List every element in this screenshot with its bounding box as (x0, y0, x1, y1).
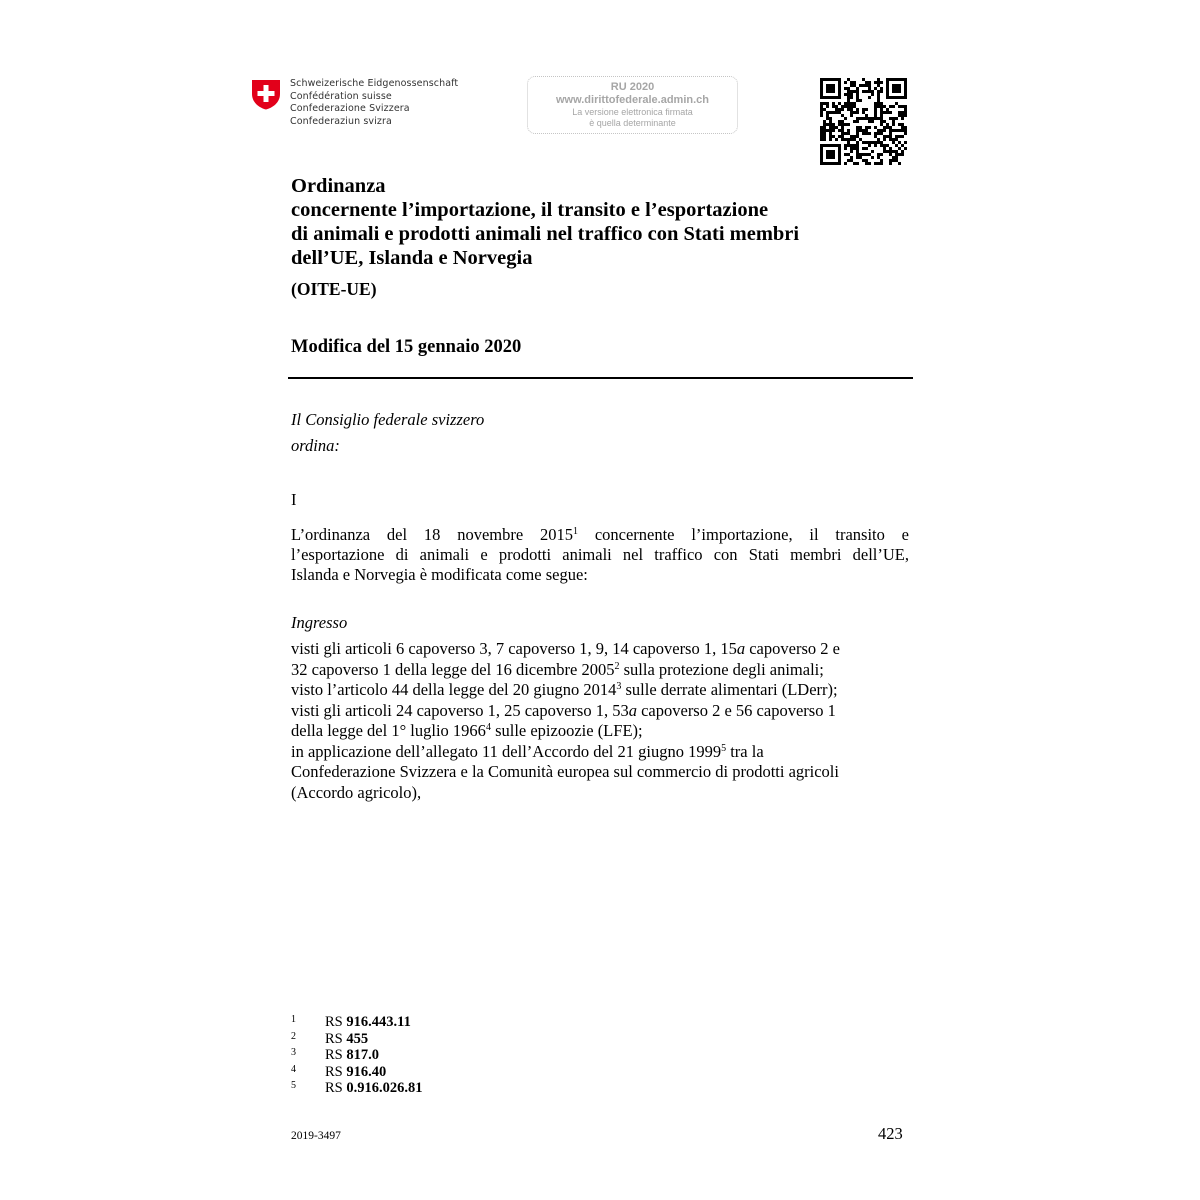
preamble-decrees: ordina: (291, 436, 340, 455)
stamp-ru: RU 2020 (610, 81, 655, 93)
intro-paragraph (291, 525, 909, 585)
ingresso-text (291, 639, 840, 803)
stamp-note-1: La versione elettronica firmata (572, 107, 693, 117)
footnote-ref-3[interactable]: 3 (616, 681, 622, 692)
title-line-4: dell’UE, Islanda e Norvegia (291, 247, 533, 269)
footnote-number: 2 (291, 1030, 296, 1042)
swiss-coat-of-arms-icon (251, 79, 281, 110)
footnote-number: 4 (291, 1063, 296, 1075)
ingresso-line-8: (Accordo agricolo), (291, 782, 422, 802)
ingresso-line-7: Confederazione Svizzera e la Comunità europea sul commercio di prodotti agricoli (291, 762, 839, 781)
ingresso-line-6: in applicazione dell’allegato 11 dell’Accordo del 21 giugno 1999$^5$ tra la (291, 741, 764, 761)
ingresso-line-3: visto l’articolo 44 della legge del 20 giugno 2014$^3$ sulle derrate alimentari (LDerr); (291, 680, 838, 699)
modification-date: Modifica del 15 gennaio 2020 (291, 337, 522, 357)
ingresso-line-5: della legge del 1° luglio 1966$^4$ sulle epizoozie (LFE); (291, 721, 643, 740)
footnote: 4 RS 916.40 (291, 1063, 387, 1080)
footnote: 5 RS 0.916.026.81 (291, 1080, 423, 1096)
intro-line-1: L’ordinanza del 18 novembre 2015$^1$ concernente l’importazione, il transito e (291, 525, 909, 544)
stamp-website[interactable]: www.dirittofederale.admin.ch (555, 94, 709, 106)
stamp-note-2: è quella determinante (589, 118, 676, 128)
page-number: 423 (878, 1124, 903, 1143)
preamble (291, 407, 484, 459)
ingresso-line-4: visti gli articoli 24 capoverso 1, 25 capoverso 1, 53a capoverso 2 e 56 capoverso 1 (291, 700, 836, 720)
section-number: I (291, 490, 297, 509)
footnote-reference[interactable]: 916.40 (346, 1063, 387, 1080)
official-compilation-stamp (527, 76, 738, 134)
ingresso-heading: Ingresso (291, 613, 348, 632)
footnote: 3 RS 817.0 (291, 1047, 379, 1063)
footnote-reference[interactable]: 455 (346, 1030, 369, 1047)
ingresso-line-1: visti gli articoli 6 capoverso 3, 7 capoverso 1, 9, 14 capoverso 1, 15a capoverso 2 e (291, 639, 840, 658)
confederation-names (290, 78, 458, 128)
footnote-ref-5[interactable]: 5 (721, 742, 727, 754)
document-number: 2019-3497 (291, 1130, 341, 1142)
footnote: 1 RS 916.443.11 (291, 1014, 411, 1030)
title-line-1: Ordinanza (291, 175, 386, 197)
intro-line-2: l’esportazione di animali e prodotti animali nel traffico con Stati membri dell’UE, (291, 545, 909, 564)
footnote-number: 5 (291, 1080, 296, 1091)
footnotes (291, 1014, 423, 1097)
footnote: 2 RS 455 (291, 1030, 369, 1047)
footnote-reference[interactable]: 916.443.11 (346, 1014, 411, 1030)
preamble-authority: Il Consiglio federale svizzero (291, 410, 485, 429)
footnote-number: 1 (291, 1014, 296, 1025)
footnote-number: 3 (291, 1047, 296, 1058)
title-line-2: concernente l’importazione, il transito e l’esportazione (291, 199, 769, 221)
confederation-line-de: Schweizerische Eidgenossenschaft (290, 78, 459, 89)
footnote-ref-4[interactable]: 4 (485, 722, 491, 733)
title-line-3: di animali e prodotti animali nel traffico con Stati membri (291, 223, 800, 245)
intro-line-3: Islanda e Norvegia è modificata come segue: (291, 565, 588, 584)
title-abbreviation: (OITE-UE) (291, 279, 377, 299)
confederation-line-rm: Confederaziun svizra (290, 115, 392, 127)
confederation-line-fr: Confédération suisse (290, 90, 392, 102)
footnote-reference[interactable]: 0.916.026.81 (346, 1080, 423, 1096)
footnote-reference[interactable]: 817.0 (346, 1047, 379, 1063)
ingresso-line-2: 32 capoverso 1 della legge del 16 dicembre 2005$^2$ sulla protezione degli animali; (291, 659, 824, 679)
confederation-line-it: Confederazione Svizzera (290, 103, 410, 114)
footnote-ref-1[interactable]: 1 (573, 526, 578, 537)
footnote-ref-2[interactable]: 2 (614, 660, 620, 672)
title-divider (288, 377, 913, 379)
qr-code-icon (820, 78, 907, 165)
document-title (291, 174, 799, 270)
